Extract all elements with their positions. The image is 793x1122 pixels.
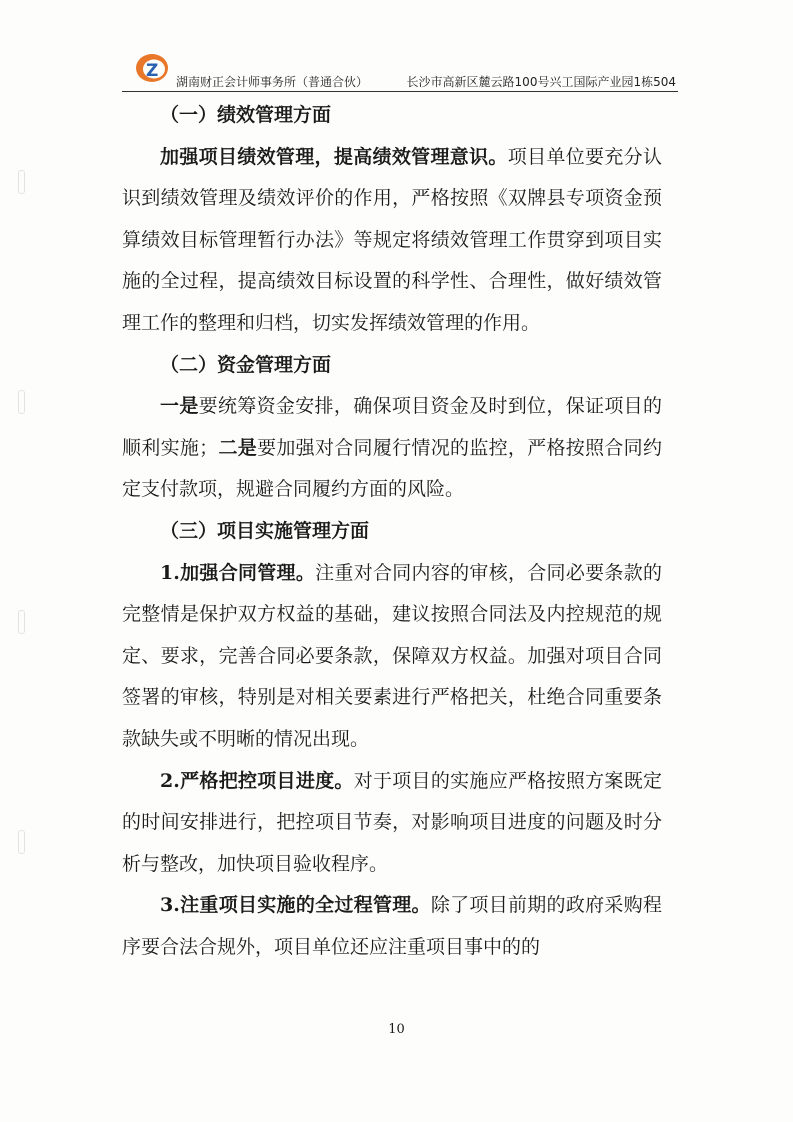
section-heading: （三）项目实施管理方面 — [160, 519, 370, 542]
paragraph-lead: 一是 — [160, 395, 199, 418]
section-heading: （二）资金管理方面 — [160, 353, 332, 376]
section-heading: （一）绩效管理方面 — [160, 104, 332, 126]
paragraph-text: 除了项目前期的政府采购程序要合法合规外，项目单位还应注重项目事中的的 — [122, 894, 662, 958]
paragraph — [122, 137, 662, 345]
binding-hole — [18, 830, 25, 854]
paragraph — [122, 761, 662, 886]
paragraph-lead: 3.注重项目实施的全过程管理。 — [160, 894, 431, 917]
paragraph-lead: 1.加强合同管理。 — [160, 561, 316, 584]
firm-address: 长沙市高新区麓云路100号兴工国际产业园1栋504 — [406, 75, 676, 89]
paragraph — [122, 386, 662, 511]
svg-text:Z: Z — [146, 61, 159, 81]
header-divider — [122, 91, 678, 92]
paragraph-text: 要加强对合同履行情况的监控，严格按照合同约定支付款项，规避合同履约方面的风险。 — [122, 436, 662, 501]
paragraph-text: 要统筹资金安排，确保项目资金及时到位，保证项目的顺利实施； — [122, 395, 662, 459]
paragraph-text: 注重对合同内容的审核，合同必要条款的完整情是保护双方权益的基础，建议按照合同法及内控规范的规定、要求，完善合同必要条款，保障双方权益。加强对项目合同签署的审核，特别是对相关要素进行严格把关，杜绝合同重要条款缺失或不明晰的情况出现。 — [122, 561, 662, 750]
firm-logo-icon — [134, 52, 170, 84]
paragraph-lead: 2.严格把控项目进度。 — [160, 769, 354, 792]
document-body — [122, 95, 662, 968]
page-header — [122, 48, 678, 92]
paragraph-text: 项目单位要充分认识到绩效管理及绩效评价的作用，严格按照《双牌县专项资金预算绩效目标管理暂行办法》等规定将绩效管理工作贯穿到项目实施的全过程，提高绩效目标设置的科学性、合理性，做好绩效管理工作的整理和归档，切实发挥绩效管理的作用。 — [122, 145, 662, 334]
binding-hole — [18, 610, 25, 634]
binding-hole — [18, 170, 25, 194]
page-number: 10 — [388, 1022, 405, 1037]
paragraph — [122, 885, 662, 968]
paragraph-lead: 加强项目绩效管理，提高绩效管理意识。 — [160, 145, 508, 168]
paragraph-lead: 二是 — [218, 436, 258, 459]
firm-name: 湖南财正会计师事务所（普通合伙） — [176, 75, 369, 89]
paragraph-text: 对于项目的实施应严格按照方案既定的时间安排进行，把控项目节奏，对影响项目进度的问题及时分析与整改，加快项目验收程序。 — [122, 769, 662, 875]
binding-hole — [18, 390, 25, 414]
paragraph — [122, 553, 662, 761]
